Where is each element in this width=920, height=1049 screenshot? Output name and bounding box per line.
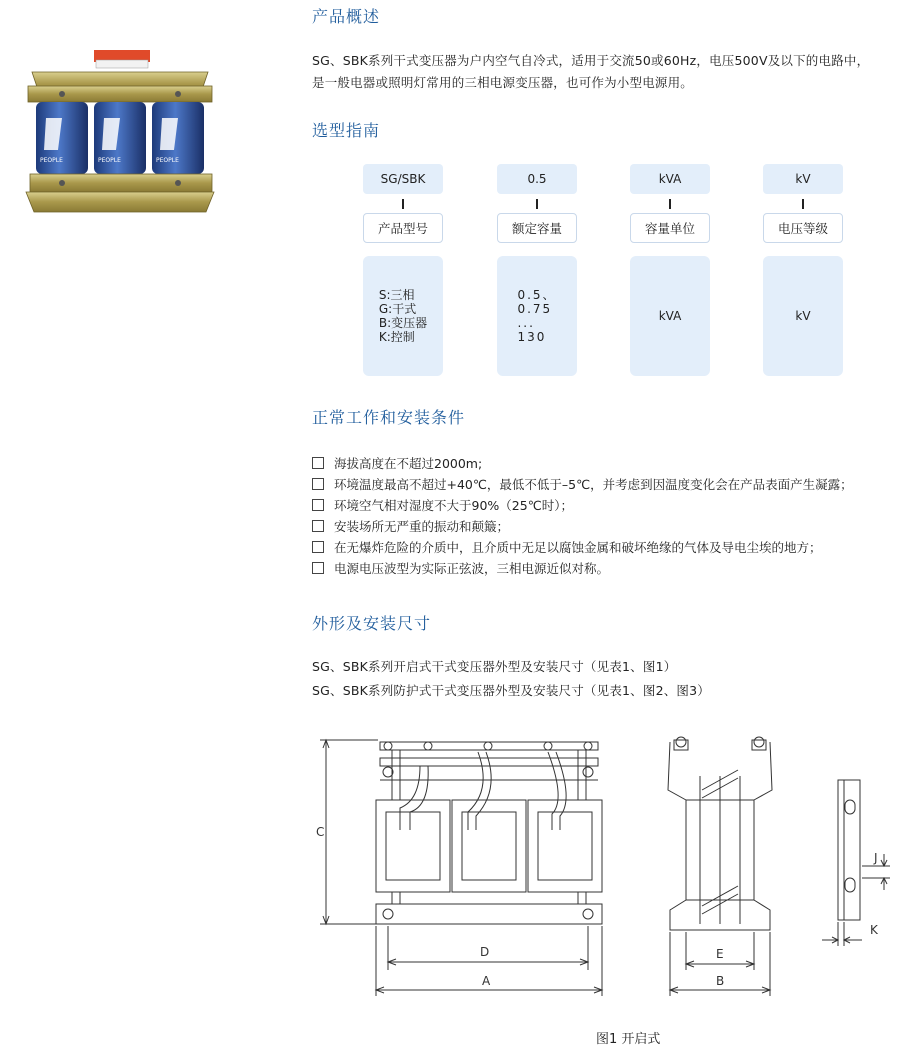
selection-title: 选型指南 — [312, 121, 381, 140]
dim-label-b: B — [716, 974, 725, 988]
condition-text: 安装场所无严重的振动和颠簸； — [334, 518, 510, 534]
overview-line-2: 是一般电器或照明灯常用的三相电源变压器，也可作为小型电源用。 — [312, 75, 694, 90]
dim-label-d: D — [480, 945, 490, 959]
dimensions-line-2: SG、SBK系列防护式干式变压器外型及安装尺寸（见表1、图2、图3） — [312, 683, 710, 698]
desc-voltage: kV — [763, 256, 843, 376]
label-capacity: 额定容量 — [497, 213, 577, 243]
dimensions-title: 外形及安装尺寸 — [312, 614, 432, 633]
conditions-title: 正常工作和安装条件 — [312, 408, 466, 427]
overview-line-1: SG、SBK系列干式变压器为户内空气自冷式，适用于交流50或60Hz，电压500V及以下的电路中， — [312, 53, 870, 68]
desc-capacity-line: ... — [517, 316, 535, 330]
dim-label-j: J — [874, 851, 878, 865]
code-box-model: SG/SBK — [363, 164, 443, 194]
desc-model-line: G:干式 — [378, 302, 417, 316]
dim-label-a: A — [482, 974, 491, 988]
dim-label-c: C — [316, 825, 325, 839]
code-box-voltage: kV — [763, 164, 843, 194]
label-voltage: 电压等级 — [763, 213, 843, 243]
desc-model-line: K:控制 — [378, 330, 415, 344]
condition-text: 海拔高度在不超过2000m; — [334, 455, 483, 471]
figure-caption: 图1 开启式 — [596, 1032, 661, 1047]
desc-capacity-line: 0.75 — [517, 302, 553, 316]
condition-text: 环境空气相对湿度不大于90%（25℃时）； — [334, 497, 573, 513]
code-box-unit: kVA — [630, 164, 710, 194]
desc-capacity-line: 130 — [517, 330, 547, 344]
dimensions-line-1: SG、SBK系列开启式干式变压器外型及安装尺寸（见表1、图1） — [312, 659, 677, 674]
condition-text: 环境温度最高不超过+40℃，最低不低于–5℃，并考虑到因温度变化会在产品表面产生凝露； — [334, 476, 853, 492]
label-unit: 容量单位 — [630, 213, 710, 243]
condition-text: 在无爆炸危险的介质中，且介质中无足以腐蚀金属和破坏绝缘的气体及导电尘埃的地方； — [334, 539, 822, 555]
desc-unit: kVA — [630, 256, 710, 376]
code-box-capacity: 0.5 — [497, 164, 577, 194]
desc-capacity-line: 0.5、 — [517, 288, 557, 302]
dim-label-k: K — [870, 923, 878, 937]
photo-brand-1: PEOPLE — [40, 157, 63, 164]
photo-brand-3: PEOPLE — [156, 157, 179, 164]
label-model: 产品型号 — [363, 213, 443, 243]
condition-text: 电源电压波型为实际正弦波，三相电源近似对称。 — [334, 560, 610, 576]
desc-model-line: B:变压器 — [378, 316, 428, 330]
photo-brand-2: PEOPLE — [98, 157, 121, 164]
overview-title: 产品概述 — [312, 7, 381, 26]
desc-model-line: S:三相 — [378, 288, 415, 302]
dim-label-e: E — [716, 947, 724, 961]
